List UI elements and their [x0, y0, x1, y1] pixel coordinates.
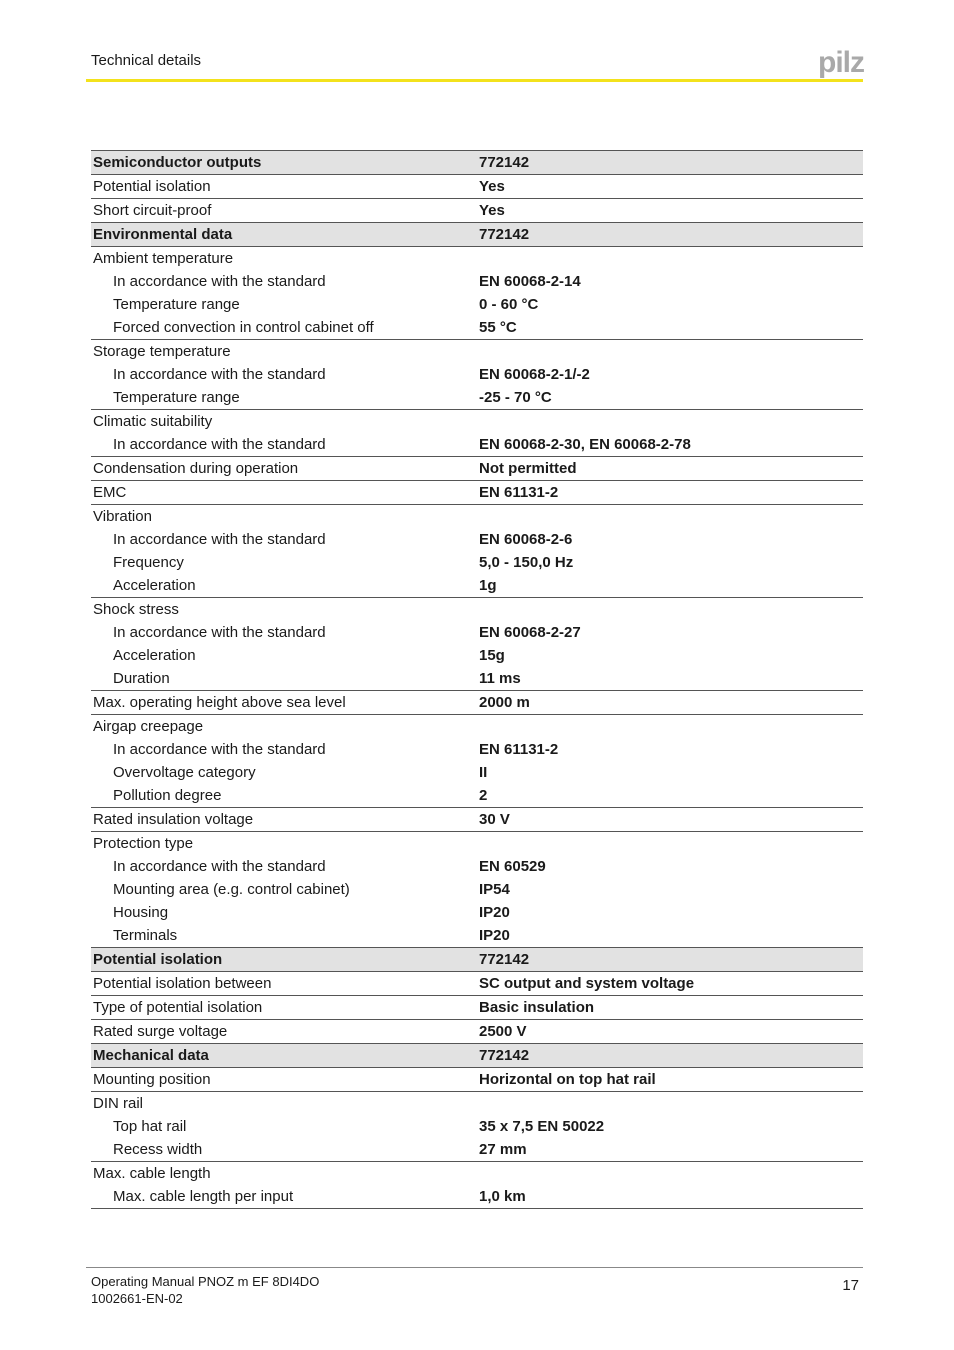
parameter-label: Max. cable length per input [91, 1185, 477, 1209]
parameter-label: Mechanical data [91, 1044, 477, 1068]
technical-details-table [91, 150, 863, 1209]
parameter-value: 2 [477, 784, 863, 808]
parameter-label: Acceleration [113, 647, 196, 664]
parameter-value: 30 V [477, 808, 863, 832]
table-row [91, 551, 863, 574]
table-row [91, 598, 863, 622]
parameter-label: Mounting position [91, 1068, 477, 1092]
parameter-value: IP20 [479, 904, 510, 921]
parameter-value: EN 60068-2-1/-2 [479, 366, 590, 383]
parameter-value: 55 °C [477, 316, 863, 340]
parameter-value: Not permitted [477, 457, 863, 481]
table-row [91, 1138, 863, 1162]
parameter-value: EN 60068-2-27 [479, 624, 581, 641]
parameter-value [477, 505, 863, 529]
table-row [91, 247, 863, 271]
table-row [91, 270, 863, 293]
parameter-value [477, 715, 863, 739]
parameter-label: DIN rail [93, 1095, 144, 1112]
parameter-value: II [479, 764, 488, 781]
header-rule [86, 79, 863, 82]
table-section-header [91, 151, 863, 175]
table-row [91, 808, 863, 832]
parameter-label: Environmental data [91, 223, 477, 247]
parameter-label: Storage temperature [93, 343, 231, 360]
table-row [91, 644, 863, 667]
table-row [91, 433, 863, 457]
table-row [91, 855, 863, 878]
parameter-value: 772142 [477, 948, 863, 972]
parameter-label: Housing [113, 904, 169, 921]
table-row [91, 386, 863, 410]
table-row [91, 878, 863, 901]
table-row [91, 293, 863, 316]
table-row [91, 832, 863, 856]
table-row [91, 1020, 863, 1044]
parameter-label: Temperature range [113, 296, 240, 313]
table-row [91, 528, 863, 551]
parameter-value [477, 598, 863, 622]
parameter-value: 2000 m [477, 691, 863, 715]
table-row [91, 972, 863, 996]
table-row [91, 691, 863, 715]
parameter-value: IP54 [479, 881, 510, 898]
table-row [91, 363, 863, 386]
table-section-header [91, 948, 863, 972]
parameter-value: EN 60529 [479, 858, 546, 875]
footer-manual-title: Operating Manual PNOZ m EF 8DI4DO [91, 1274, 320, 1289]
parameter-label: Top hat rail [113, 1118, 187, 1135]
table-row [91, 761, 863, 784]
footer [91, 1273, 319, 1307]
table-row [91, 340, 863, 364]
table-row [91, 1162, 863, 1186]
page-number: 17 [842, 1277, 859, 1294]
parameter-label: Short circuit-proof [91, 199, 477, 223]
parameter-value: 772142 [477, 223, 863, 247]
parameter-value: 15g [479, 647, 505, 664]
parameter-value: Basic insulation [477, 996, 863, 1020]
table-row [91, 410, 863, 434]
parameter-label: Max. operating height above sea level [91, 691, 477, 715]
parameter-label: In accordance with the standard [113, 531, 326, 548]
parameter-label: Climatic suitability [93, 413, 213, 430]
parameter-label: In accordance with the standard [113, 741, 326, 758]
parameter-label: In accordance with the standard [91, 433, 477, 457]
parameter-label: Overvoltage category [113, 764, 256, 781]
parameter-label: Pollution degree [91, 784, 477, 808]
parameter-value: SC output and system voltage [477, 972, 863, 996]
parameter-label: Potential isolation between [91, 972, 477, 996]
parameter-value: Yes [477, 175, 863, 199]
parameter-label: Forced convection in control cabinet off [91, 316, 477, 340]
parameter-label: Type of potential isolation [91, 996, 477, 1020]
table-row [91, 457, 863, 481]
parameter-label: Max. cable length [93, 1165, 211, 1182]
parameter-label: Mounting area (e.g. control cabinet) [113, 881, 350, 898]
parameter-value: 35 x 7,5 EN 50022 [479, 1118, 605, 1135]
parameter-value [477, 1092, 863, 1116]
parameter-label: Condensation during operation [91, 457, 477, 481]
parameter-label: In accordance with the standard [113, 366, 326, 383]
parameter-label: In accordance with the standard [113, 273, 326, 290]
table-row [91, 1068, 863, 1092]
parameter-value: IP20 [477, 924, 863, 948]
parameter-value: EN 60068-2-6 [479, 531, 573, 548]
table-row [91, 505, 863, 529]
table-row [91, 199, 863, 223]
running-header-title: Technical details [91, 52, 202, 69]
parameter-label: In accordance with the standard [113, 858, 326, 875]
parameter-value: EN 61131-2 [477, 481, 863, 505]
parameter-value: 27 mm [477, 1138, 863, 1162]
parameter-value: Horizontal on top hat rail [477, 1068, 863, 1092]
parameter-label: Acceleration [91, 574, 477, 598]
table-row [91, 996, 863, 1020]
parameter-label: Airgap creepage [93, 718, 204, 735]
parameter-value: 0 - 60 °C [479, 296, 539, 313]
table-row [91, 1185, 863, 1209]
parameter-label: Semiconductor outputs [91, 151, 477, 175]
parameter-value: 1,0 km [477, 1185, 863, 1209]
parameter-value: 772142 [477, 151, 863, 175]
parameter-value: EN 60068-2-30, EN 60068-2-78 [477, 433, 863, 457]
parameter-label: Protection type [93, 835, 194, 852]
parameter-label: EMC [91, 481, 477, 505]
parameter-label: Duration [91, 667, 477, 691]
parameter-value: EN 60068-2-14 [479, 273, 581, 290]
parameter-label: Terminals [91, 924, 477, 948]
parameter-value: EN 61131-2 [479, 741, 559, 758]
parameter-label: Ambient temperature [93, 250, 234, 267]
parameter-label: Vibration [93, 508, 152, 525]
footer-doc-number: 1002661-EN-02 [91, 1291, 183, 1306]
table-row [91, 175, 863, 199]
parameter-label: Temperature range [91, 386, 477, 410]
parameter-value [477, 340, 863, 364]
parameter-label: Frequency [113, 554, 184, 571]
parameter-label: Potential isolation [91, 175, 477, 199]
parameter-value: 1g [477, 574, 863, 598]
table-row [91, 784, 863, 808]
table-row [91, 316, 863, 340]
table-row [91, 481, 863, 505]
table-row [91, 667, 863, 691]
parameter-value: 5,0 - 150,0 Hz [479, 554, 574, 571]
table-section-header [91, 223, 863, 247]
table-row [91, 715, 863, 739]
parameter-value: -25 - 70 °C [477, 386, 863, 410]
pilz-logo: pilz [818, 46, 864, 79]
table-row [91, 574, 863, 598]
table-row [91, 901, 863, 924]
parameter-label: Rated insulation voltage [91, 808, 477, 832]
table-row [91, 1092, 863, 1116]
parameter-label: Potential isolation [91, 948, 477, 972]
parameter-value [477, 1162, 863, 1186]
parameter-value [477, 247, 863, 271]
parameter-label: Shock stress [93, 601, 179, 618]
parameter-value [477, 410, 863, 434]
table-row [91, 621, 863, 644]
parameter-value [477, 832, 863, 856]
parameter-label: Recess width [91, 1138, 477, 1162]
parameter-value: Yes [477, 199, 863, 223]
table-row [91, 1115, 863, 1138]
parameter-value: 772142 [477, 1044, 863, 1068]
footer-rule [86, 1267, 863, 1268]
parameter-value: 11 ms [477, 667, 863, 691]
parameter-value: 2500 V [477, 1020, 863, 1044]
table-row [91, 738, 863, 761]
parameter-label: In accordance with the standard [113, 624, 326, 641]
table-row [91, 924, 863, 948]
table-section-header [91, 1044, 863, 1068]
parameter-label: Rated surge voltage [91, 1020, 477, 1044]
